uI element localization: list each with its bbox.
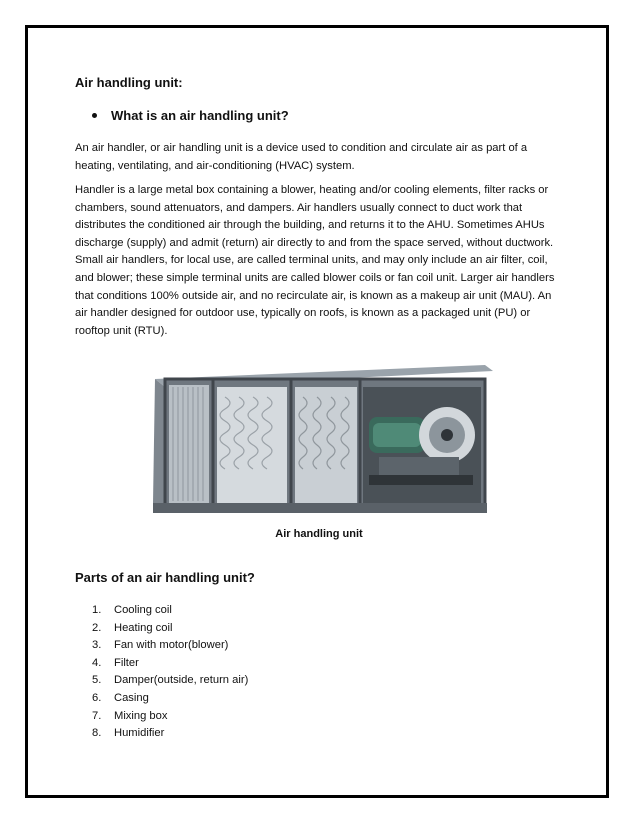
list-item <box>92 655 248 673</box>
list-item-text: Humidifier <box>114 727 165 740</box>
list-number: 6. <box>92 691 102 704</box>
list-number: 2. <box>92 621 102 634</box>
list-item-text: Fan with motor(blower) <box>114 639 229 652</box>
list-item <box>92 637 248 655</box>
bullet-icon <box>92 113 97 118</box>
figure-caption: Air handling unit <box>275 528 363 540</box>
list-item <box>92 620 248 638</box>
bullet-question <box>92 108 289 123</box>
list-item <box>92 690 248 708</box>
list-item <box>92 602 248 620</box>
bullet-question-text: What is an air handling unit? <box>111 108 289 123</box>
air-handling-unit-image <box>147 357 493 515</box>
parts-list <box>92 602 248 743</box>
list-number: 5. <box>92 674 102 687</box>
parts-heading: Parts of an air handling unit? <box>75 570 255 585</box>
list-item-text: Heating coil <box>114 621 173 634</box>
list-item <box>92 725 248 743</box>
list-item <box>92 708 248 726</box>
list-item-text: Cooling coil <box>114 604 172 616</box>
list-number: 1. <box>92 604 102 616</box>
list-number: 7. <box>92 709 102 722</box>
list-item-text: Damper(outside, return air) <box>114 674 249 687</box>
list-item-text: Filter <box>114 656 139 669</box>
list-item-text: Casing <box>114 691 149 704</box>
list-number: 3. <box>92 639 102 652</box>
paragraph-description: Handler is a large metal box containing a blower, heating and/or cooling elements, filter racks or chambers, sound attenuators, and dampers. Air handlers usually connect to duct work that distributes the conditioned air through the building, and returns it to the AHU. Sometimes AHUs discharge (supply) and admit (return) air directly to and from the space served, without ductwork. Small air handlers, for local use, are called terminal units, and may only include an air filter, coil, and blower; these simple terminal units are called blower coils or fan coil unit. Larger air handlers that conditions 100% outside air, and no recirculate air, is known as a makeup air unit (MAU). An air handler designed for outdoor use, typically on roofs, is known as a packaged unit (PU) or rooftop unit (RTU). <box>75 184 555 337</box>
list-item <box>92 672 248 690</box>
list-number: 4. <box>92 656 102 669</box>
list-item-text: Mixing box <box>114 709 168 722</box>
paragraph-definition: An air handler, or air handling unit is a device used to condition and circulate air as part of a heating, ventilating, and air-conditioning (HVAC) system. <box>75 142 528 172</box>
list-number: 8. <box>92 727 102 740</box>
section-heading: Air handling unit: <box>75 75 183 90</box>
